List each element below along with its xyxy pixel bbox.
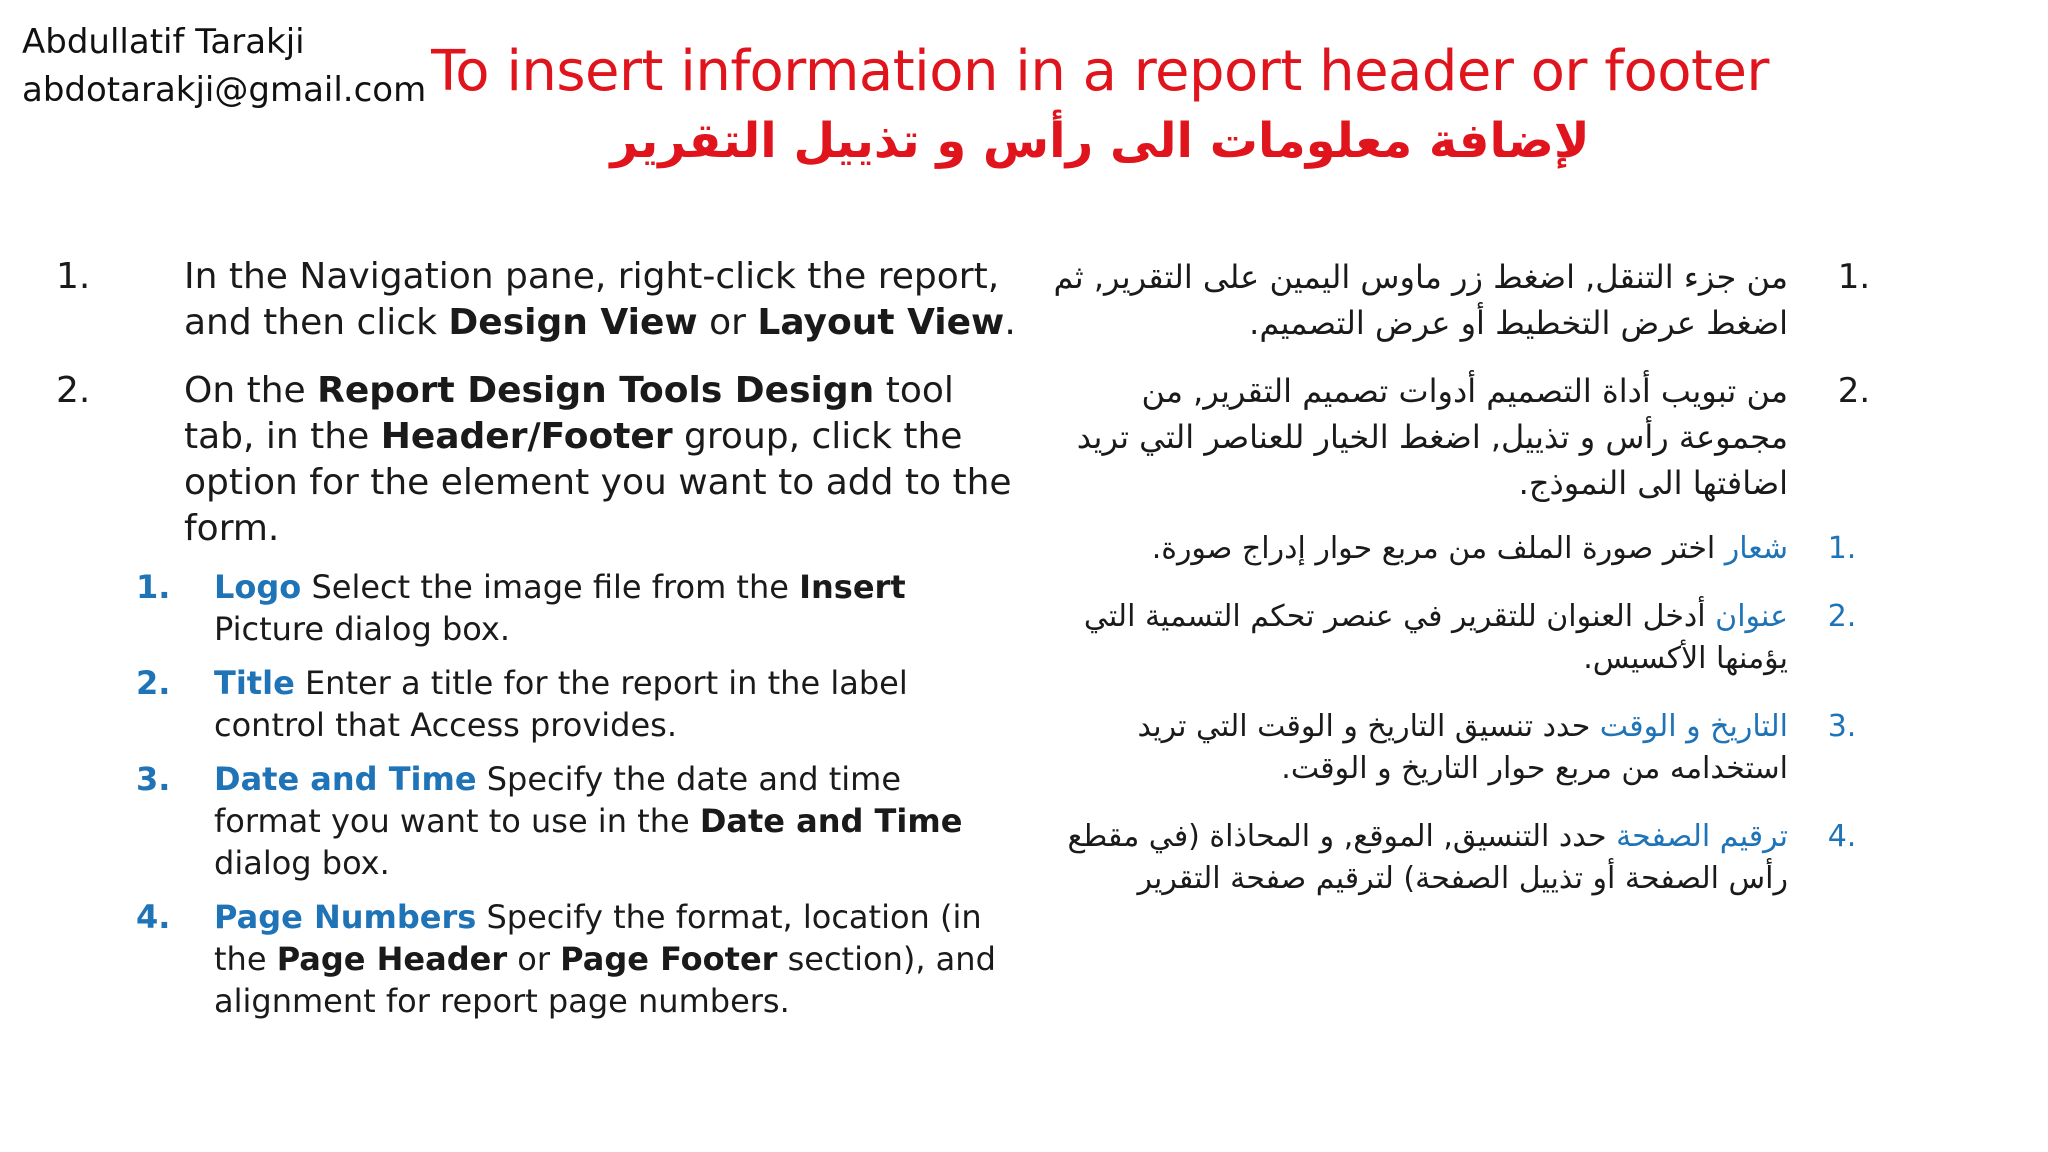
ar-sub-2-text (1040, 596, 1788, 680)
ar-sub-logo (1040, 528, 1896, 570)
en-step-2-number: 2. (56, 370, 91, 411)
english-instructions (56, 254, 1016, 1034)
en-sub-date-time (136, 758, 1016, 884)
en-sub-1-part: Picture dialog box. (214, 610, 510, 648)
en-sub-1-part: Select the image file from the (301, 568, 800, 606)
en-step-2-group: Header/Footer (380, 416, 673, 457)
en-sub-logo (136, 566, 1016, 650)
ar-sub-1-keyword: شعار (1724, 531, 1788, 566)
en-sub-title (136, 662, 1016, 746)
ar-sub-3-text (1040, 706, 1788, 790)
en-step-2-tool-tab: Report Design Tools Design (317, 370, 875, 411)
en-sub-2-number: 2. (136, 664, 171, 702)
ar-sub-3-keyword: التاريخ و الوقت (1599, 709, 1788, 744)
en-sub-4-part: or (507, 940, 561, 978)
ar-sub-4-text (1040, 816, 1788, 900)
ar-step-1-number: 1. (1837, 257, 1871, 297)
en-step-1-part: In the Navigation pane, right-click the report, and then click (184, 256, 1000, 343)
en-step-1 (56, 254, 1016, 346)
slide-title (400, 36, 1800, 174)
ar-sub-1-number: 1. (1827, 531, 1857, 566)
ar-sub-page-numbers (1040, 816, 1896, 900)
en-sub-3-part: dialog box. (214, 844, 390, 882)
ar-sub-list (1040, 528, 1896, 900)
author-name: Abdullatif Tarakji (22, 22, 305, 62)
en-sub-1-keyword: Logo (214, 568, 302, 606)
en-sub-1-number: 1. (136, 568, 171, 606)
en-sub-3-part: Specify the date and time format you want to use in the (214, 760, 902, 840)
ar-sub-3-number: 3. (1827, 709, 1857, 744)
en-sub-4-number: 4. (136, 898, 171, 936)
ar-sub-4-number: 4. (1827, 819, 1857, 854)
en-step-2-part: On the (184, 370, 318, 411)
ar-sub-1-part: اختر صورة الملف من مربع حوار إدراج صورة. (1151, 531, 1725, 566)
en-step-2 (56, 368, 1016, 552)
en-step-1-number: 1. (56, 256, 91, 297)
en-step-1-text (184, 254, 1016, 346)
en-sub-4-page-footer: Page Footer (560, 940, 778, 978)
en-sub-4-keyword: Page Numbers (214, 898, 477, 936)
ar-sub-title (1040, 596, 1896, 680)
ar-step-2 (1040, 368, 1920, 506)
author-email: abdotarakji@gmail.com (22, 70, 427, 110)
en-step-2-text (184, 368, 1016, 552)
ar-sub-2-keyword: عنوان (1715, 599, 1788, 634)
ar-sub-4-part: حدد التنسيق, الموقع, و المحاذاة (في مقطع رأس الصفحة أو تذييل الصفحة) لترقيم صفحة التقرير (1067, 819, 1788, 896)
en-sub-1-text (214, 566, 1016, 650)
en-sub-list (136, 566, 1016, 1022)
ar-step-1 (1040, 254, 1920, 346)
ar-sub-2-part: أدخل العنوان للتقرير في عنصر تحكم التسمية التي يؤمنها الأكسيس. (1083, 599, 1788, 676)
en-step-1-part: . (1004, 302, 1016, 343)
en-step-1-design-view: Design View (448, 302, 698, 343)
ar-step-2-text: من تبويب أداة التصميم أدوات تصميم التقرير, من مجموعة رأس و تذييل, اضغط الخيار للعناصر التي تريد اضافتها الى النموذج. (1076, 372, 1788, 502)
en-sub-3-keyword: Date and Time (214, 760, 477, 798)
ar-step-1-text: من جزء التنقل, اضغط زر ماوس اليمين على التقرير, ثم اضغط عرض التخطيط أو عرض التصميم. (1053, 258, 1788, 342)
en-sub-2-text (214, 662, 1016, 746)
en-step-2-part: group, click the option for the element you want to add to the form. (184, 416, 1012, 549)
en-sub-4-part: Specify the format, location (in the (214, 898, 982, 978)
en-step-1-layout-view: Layout View (757, 302, 1005, 343)
ar-step-2-number: 2. (1837, 371, 1871, 411)
en-sub-3-text (214, 758, 1016, 884)
en-step-2-part: tool tab, in the (184, 370, 954, 457)
en-step-1-part: or (697, 302, 758, 343)
ar-sub-4-keyword: ترقيم الصفحة (1616, 819, 1788, 854)
en-sub-3-number: 3. (136, 760, 171, 798)
arabic-instructions (1040, 254, 1920, 926)
ar-sub-3-part: حدد تنسيق التاريخ و الوقت التي تريد استخدامه من مربع حوار التاريخ و الوقت. (1137, 709, 1788, 786)
en-sub-2-part: Enter a title for the report in the label control that Access provides. (214, 664, 908, 744)
ar-sub-date-time (1040, 706, 1896, 790)
en-sub-2-keyword: Title (214, 664, 295, 702)
en-sub-1-bold: Insert (799, 568, 906, 606)
ar-sub-1-text (1040, 528, 1788, 570)
ar-sub-2-number: 2. (1827, 599, 1857, 634)
en-sub-page-numbers (136, 896, 1016, 1022)
en-sub-3-bold: Date and Time (699, 802, 963, 840)
en-sub-4-page-header: Page Header (276, 940, 508, 978)
title-arabic: لإضافة معلومات الى رأس و تذييل التقرير (610, 113, 1590, 169)
author-block (22, 18, 426, 114)
en-sub-4-text (214, 896, 1016, 1022)
title-english: To insert information in a report header or footer (431, 39, 1769, 104)
en-sub-4-part: section), and alignment for report page numbers. (214, 940, 996, 1020)
